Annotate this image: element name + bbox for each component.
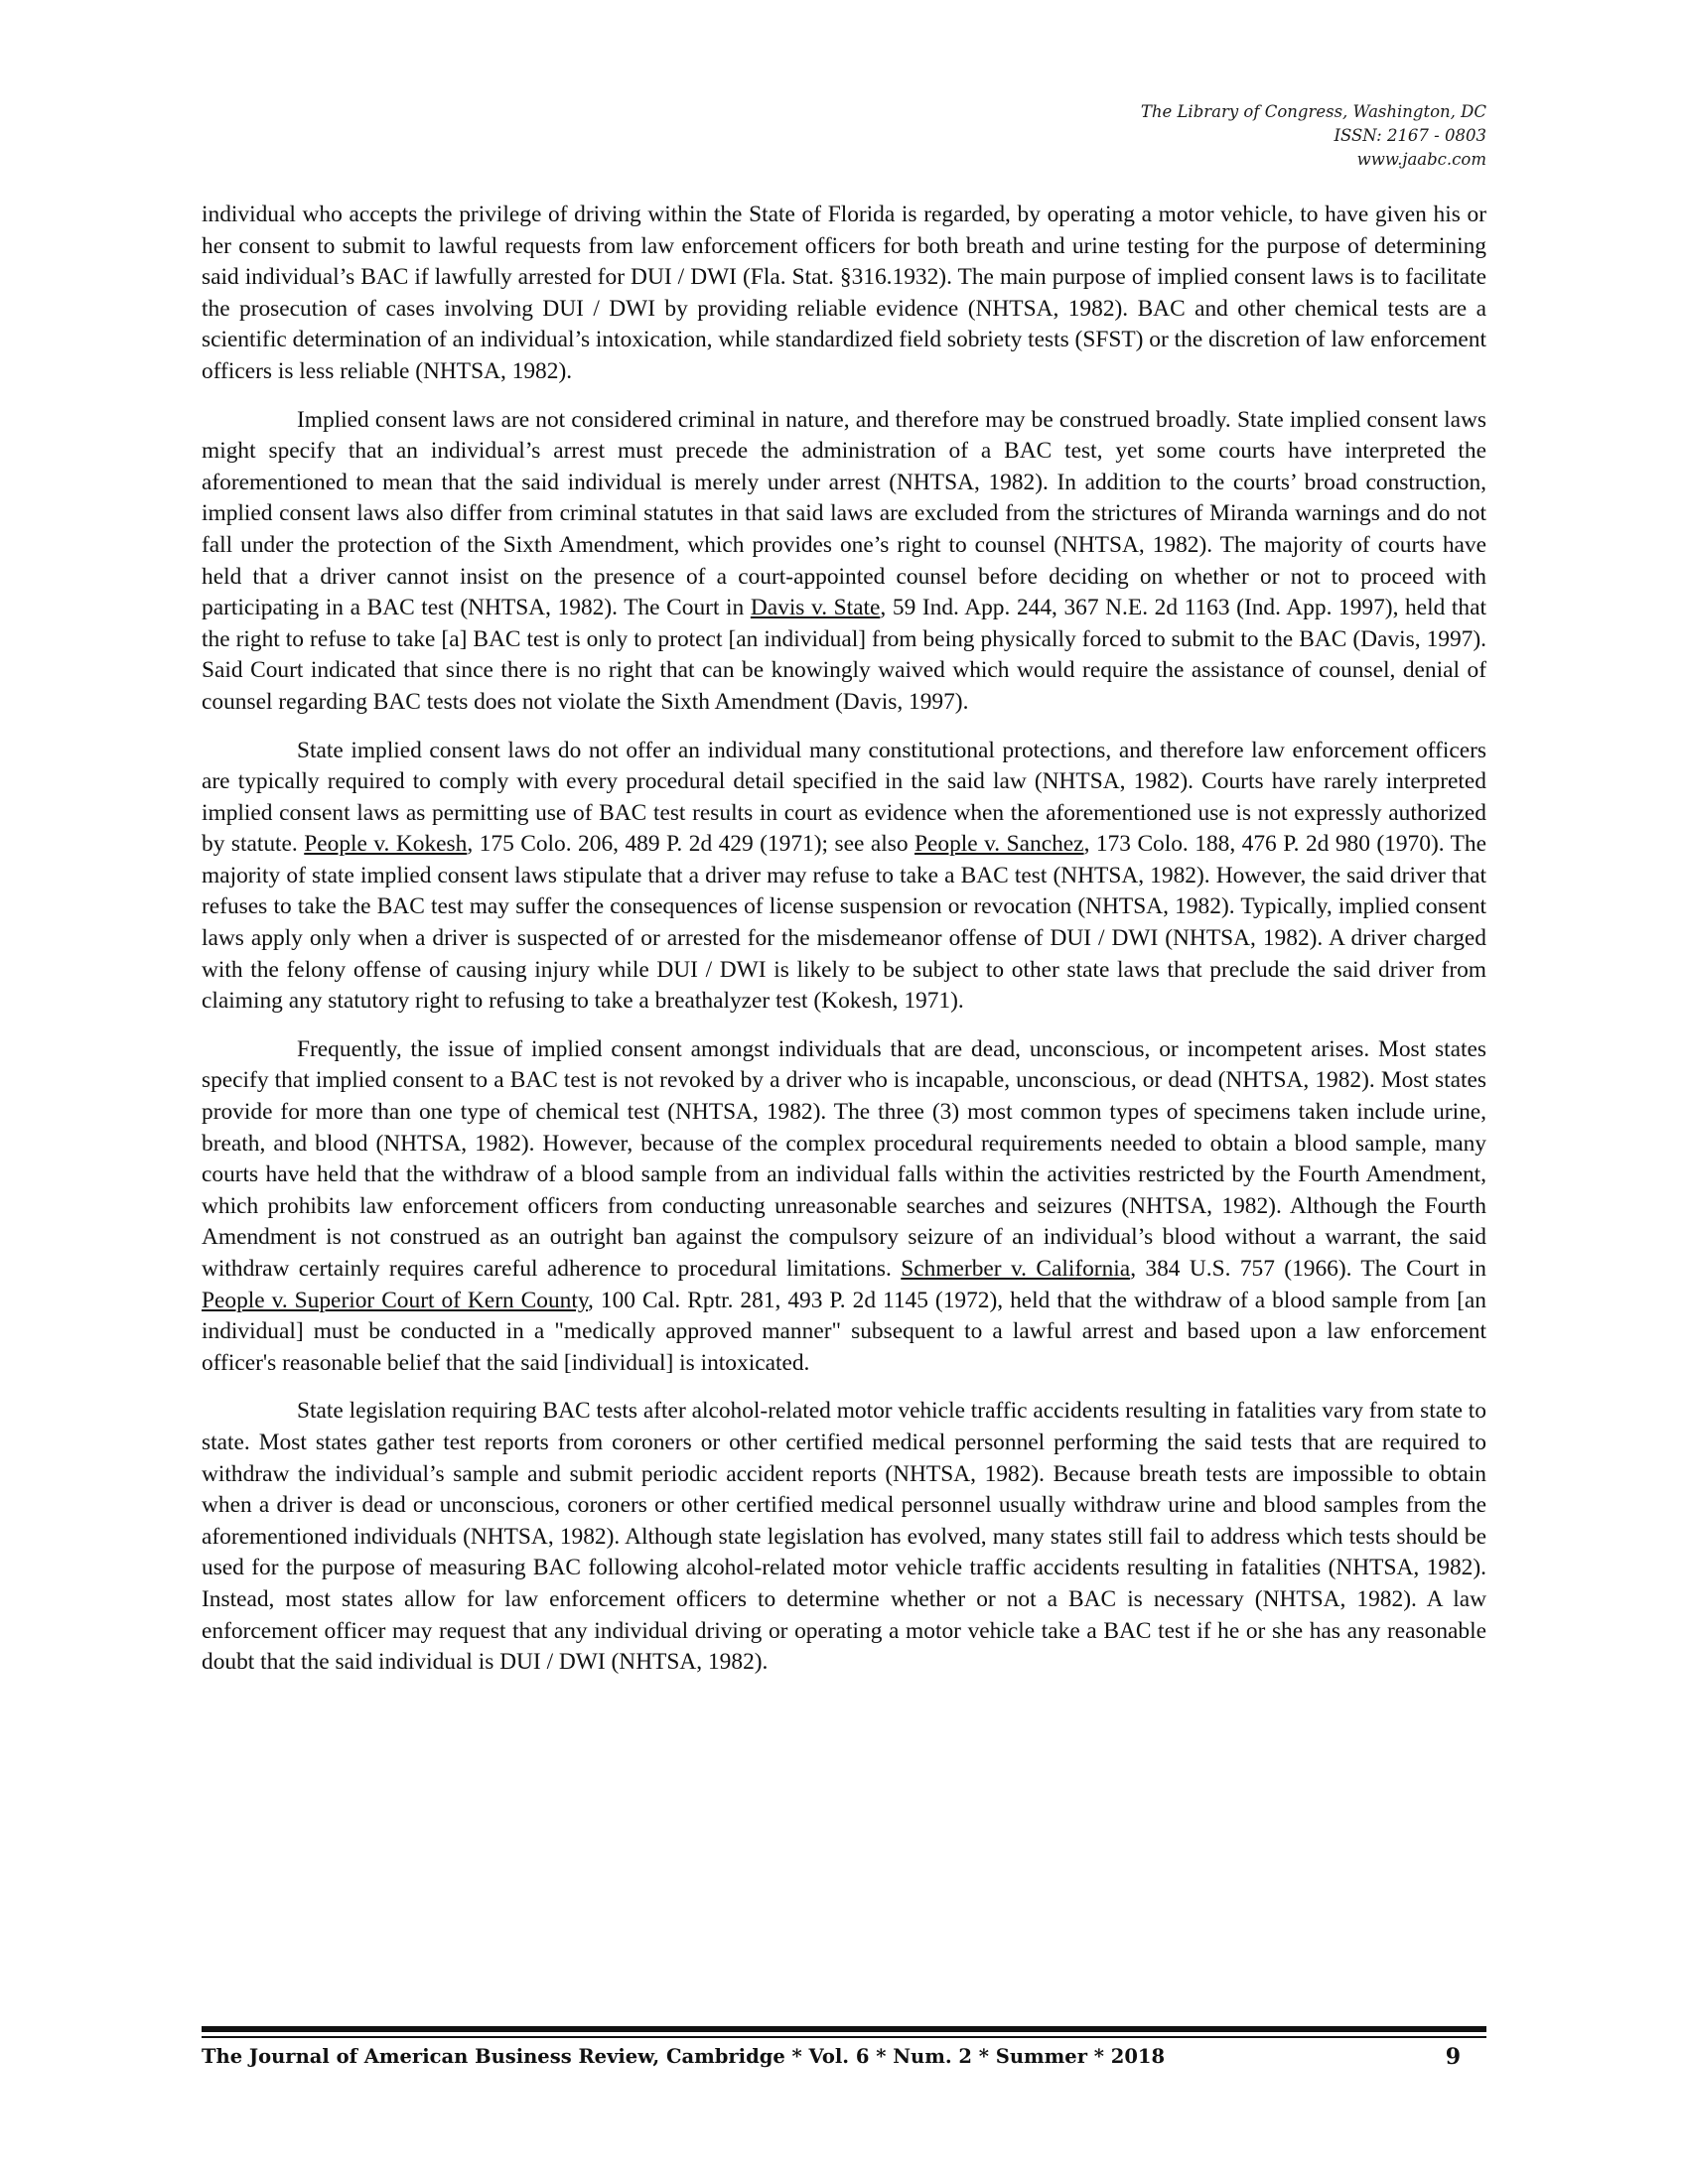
paragraph-2-text-a: Implied consent laws are not considered criminal in nature, and therefore may be construed broadly. State implied consent laws might specify that an individual’s arrest must precede the administration of a BAC test, yet some courts have interpreted the aforementioned to mean that the said individual is merely under arrest (NHTSA, 1982). In addition to the courts’ broad construction, implied consent laws also differ from criminal statutes in that said laws are excluded from the strictures of Miranda warnings and do not fall under the protection of the Sixth Amendment, which provides one’s right to counsel (NHTSA, 1982). The majority of courts have held that a driver cannot insist on the presence of a court-appointed counsel before deciding on whether or not to proceed with participating in a BAC test (NHTSA, 1982). The Court in xyxy=(202,406,1486,621)
paragraph-4-text-c: , 100 Cal. Rptr. 281, 493 P. 2d 1145 (1972), held that the withdraw of a blood sample from [an individual] must be conducted in a "medically approved manner" subsequent to a lawful arrest and based upon a law enforcement officer's reasonable belief that the said [individual] is intoxicated. xyxy=(202,1287,1486,1376)
paragraph-4-text-b: , 384 U.S. 757 (1966). The Court in xyxy=(1130,1256,1487,1282)
paragraph-2-text-b: , 59 Ind. App. 244, 367 N.E. 2d 1163 (Ind. App. 1997), held that the right to refuse to take [a] BAC test is only to protect [an individual] from being physically forced to submit to the BAC (Davis, 1997). Said Court indicated that since there is no right that can be knowingly waived which would require the assistance of counsel, denial of counsel regarding BAC tests does not violate the Sixth Amendment (Davis, 1997). xyxy=(202,595,1486,715)
footer-rule-thick xyxy=(202,2026,1486,2032)
case-citation-kern-county: People v. Superior Court of Kern County xyxy=(202,1287,589,1313)
paragraph-4-text-a: Frequently, the issue of implied consent amongst individuals that are dead, unconscious, or incompetent arises. Most states specify that implied consent to a BAC test is not revoked by a driver who is incapable, unconscious, or dead (NHTSA, 1982). Most states provide for more than one type of chemical test (NHTSA, 1982). The three (3) most common types of specimens taken include urine, breath, and blood (NHTSA, 1982). However, because of the complex procedural requirements needed to obtain a blood sample, many courts have held that the withdraw of a blood sample from an individual falls within the activities restricted by the Fourth Amendment, which prohibits law enforcement officers from conducting unreasonable searches and seizures (NHTSA, 1982). Although the Fourth Amendment is not construed as an outright ban against the compulsory seizure of an individual’s blood without a warrant, the said withdraw certainly requires careful adherence to procedural limitations. xyxy=(202,1035,1486,1282)
case-citation-sanchez: People v. Sanchez xyxy=(914,831,1084,858)
article-body xyxy=(202,200,1486,1696)
case-citation-kokesh: People v. Kokesh xyxy=(304,831,468,858)
footer-rule-thin xyxy=(202,2036,1486,2038)
paragraph-2 xyxy=(202,405,1486,719)
paragraph-3-text-a: State implied consent laws do not offer an individual many constitutional protections, and therefore law enforcement officers are typically required to comply with every procedural detail specified in the said law (NHTSA, 1982). Courts have rarely interpreted implied consent laws as permitting use of BAC test results in court as evidence when the aforementioned use is not expressly authorized by statute. xyxy=(202,737,1486,858)
paragraph-3 xyxy=(202,736,1486,1018)
paragraph-1: individual who accepts the privilege of driving within the State of Florida is regarded, by operating a motor vehicle, to have given his or her consent to submit to lawful requests from law enforcement officers for both breath and urine testing for the purpose of determining said individual’s BAC if lawfully arrested for DUI / DWI (Fla. Stat. §316.1932). The main purpose of implied consent laws is to facilitate the prosecution of cases involving DUI / DWI by providing reliable evidence (NHTSA, 1982). BAC and other chemical tests are a scientific determination of an individual’s intoxication, while standardized field sobriety tests (SFST) or the discretion of law enforcement officers is less reliable (NHTSA, 1982). xyxy=(202,202,1486,384)
case-citation-davis: Davis v. State xyxy=(750,595,881,621)
header-library: The Library of Congress, Washington, DC xyxy=(1140,102,1486,121)
paragraph-4 xyxy=(202,1034,1486,1380)
header-issn: ISSN: 2167 - 0803 xyxy=(1334,126,1486,145)
publisher-header xyxy=(1141,100,1486,172)
paragraph-3-text-c: , 173 Colo. 188, 476 P. 2d 980 (1970). The majority of state implied consent laws stipulate that a driver may refuse to take a BAC test (NHTSA, 1982). However, the said driver that refuses to take the BAC test may suffer the consequences of license suspension or revocation (NHTSA, 1982). Typically, implied consent laws apply only when a driver is suspected of or arrested for the misdemeanor offense of DUI / DWI (NHTSA, 1982). A driver charged with the felony offense of causing injury while DUI / DWI is likely to be subject to other state laws that preclude the said driver from claiming any statutory right to refusing to take a breathalyzer test (Kokesh, 1971). xyxy=(202,831,1487,1015)
journal-footer: The Journal of American Business Review, Cambridge * Vol. 6 * Num. 2 * Summer * 2018 xyxy=(202,2045,1166,2068)
paragraph-5: State legislation requiring BAC tests after alcohol-related motor vehicle traffic accidents resulting in fatalities vary from state to state. Most states gather test reports from coroners or other certified medical personnel performing the said tests that are required to withdraw the individual’s sample and submit periodic accident reports (NHTSA, 1982). Because breath tests are impossible to obtain when a driver is dead or unconscious, coroners or other certified medical personnel usually withdraw urine and blood samples from the aforementioned individuals (NHTSA, 1982). Although state legislation has evolved, many states still fail to address which tests should be used for the purpose of measuring BAC following alcohol-related motor vehicle traffic accidents resulting in fatalities (NHTSA, 1982). Instead, most states allow for law enforcement officers to determine whether or not a BAC is necessary (NHTSA, 1982). A law enforcement officer may request that any individual driving or operating a motor vehicle take a BAC test if he or she has any reasonable doubt that the said individual is DUI / DWI (NHTSA, 1982). xyxy=(202,1398,1486,1676)
paragraph-3-text-b: , 175 Colo. 206, 489 P. 2d 429 (1971); see also xyxy=(467,831,914,858)
case-citation-schmerber: Schmerber v. California xyxy=(901,1256,1131,1282)
header-website: www.jaabc.com xyxy=(1356,150,1486,169)
page-number: 9 xyxy=(1445,2044,1461,2070)
